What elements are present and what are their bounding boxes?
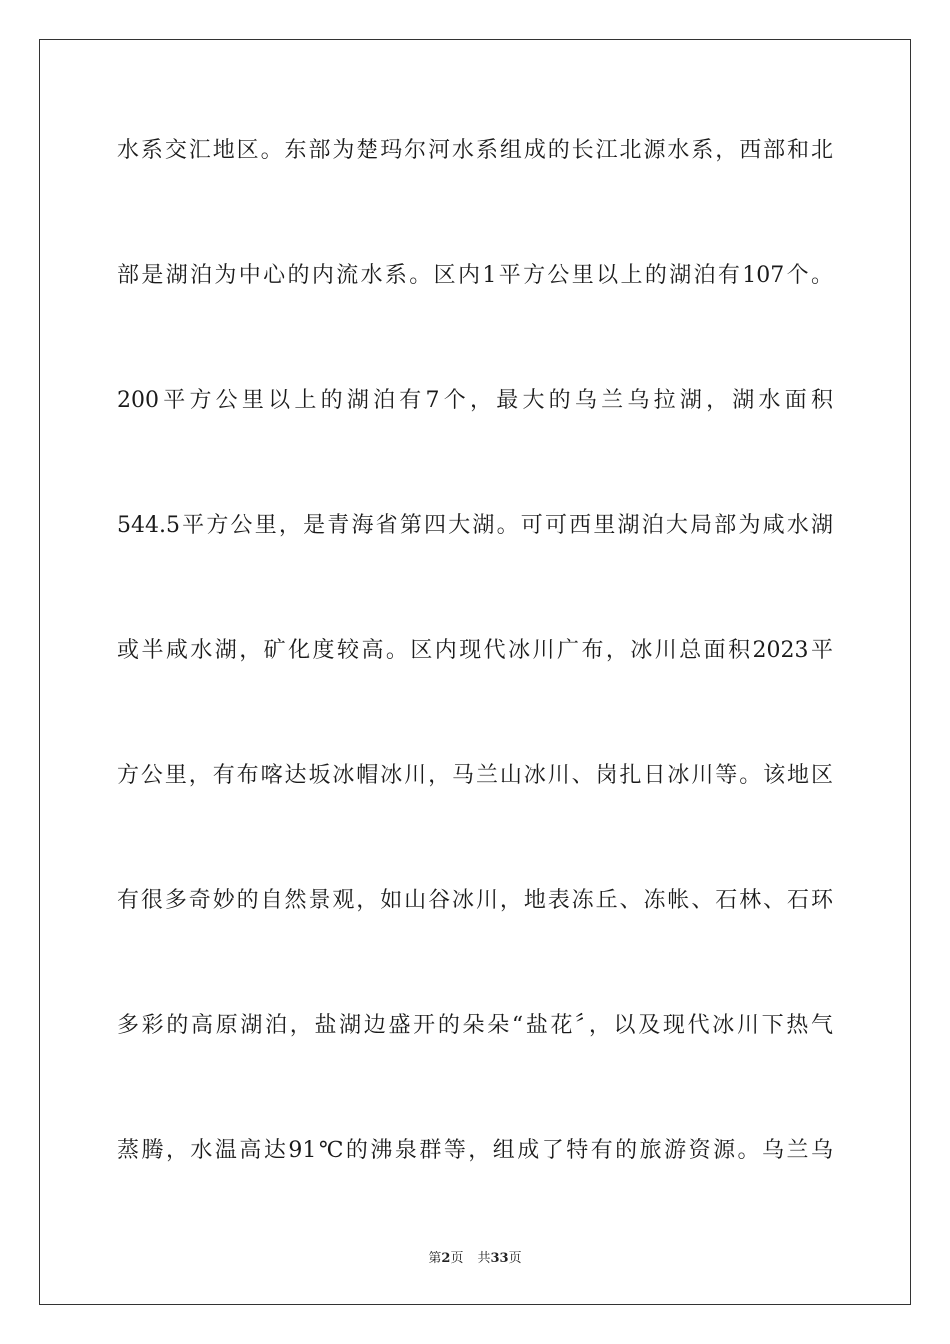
paragraph-line: 蒸腾，水温高达91℃的沸泉群等，组成了特有的旅游资源。乌兰乌 <box>117 1138 833 1163</box>
page-footer <box>0 1247 950 1266</box>
total-pages: 33 <box>490 1251 509 1266</box>
paragraph-line: 有很多奇妙的自然景观，如山谷冰川，地表冻丘、冻帐、石林、石环 <box>117 888 833 913</box>
total-prefix: 共 <box>477 1251 491 1266</box>
paragraph-line: 多彩的高原湖泊，盐湖边盛开的朵朵“盐花〞，以及现代冰川下热气 <box>117 1013 833 1038</box>
paragraph-line: 部是湖泊为中心的内流水系。区内1平方公里以上的湖泊有107个。 <box>117 263 833 288</box>
page-prefix: 第 <box>428 1251 442 1266</box>
page-suffix: 页 <box>450 1251 464 1266</box>
page-border <box>39 39 911 1305</box>
paragraph-line: 200平方公里以上的湖泊有7个，最大的乌兰乌拉湖，湖水面积 <box>117 388 833 413</box>
page-number: 2 <box>441 1251 451 1266</box>
paragraph-line: 544.5平方公里，是青海省第四大湖。可可西里湖泊大局部为咸水湖 <box>117 513 833 538</box>
paragraph-line: 或半咸水湖，矿化度较高。区内现代冰川广布，冰川总面积2023平 <box>117 638 833 663</box>
paragraph-line: 方公里，有布喀达坂冰帽冰川，马兰山冰川、岗扎日冰川等。该地区 <box>117 763 833 788</box>
total-suffix: 页 <box>508 1251 522 1266</box>
paragraph-line: 水系交汇地区。东部为楚玛尔河水系组成的长江北源水系，西部和北 <box>117 138 833 163</box>
